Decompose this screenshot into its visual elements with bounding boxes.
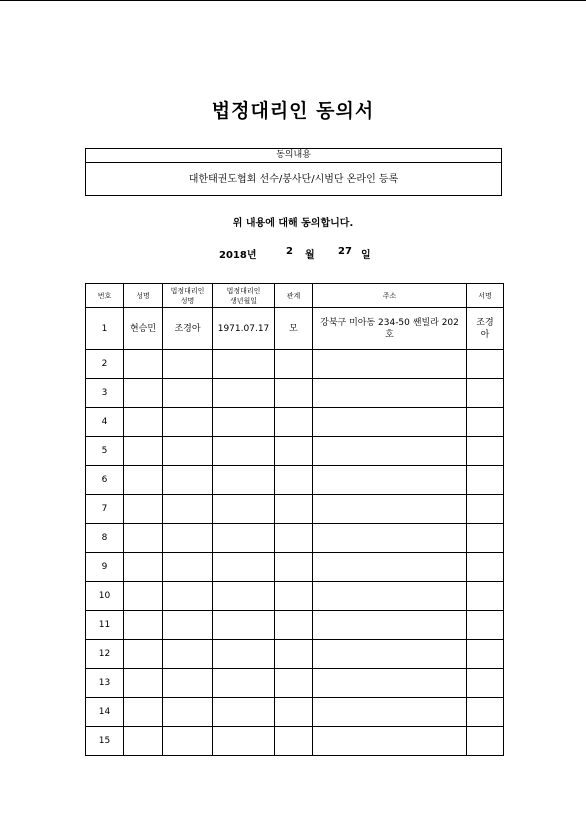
cell-number: 12 [86,640,124,669]
table-row [86,582,504,611]
cell-address [313,669,467,698]
table-header-row [86,284,504,308]
agreement-statement: 위 내용에 대해 동의합니다. [232,218,354,229]
cell-number: 11 [86,611,124,640]
table-row [86,553,504,582]
cell-signature [467,495,504,524]
cell-guardian-name [163,727,213,756]
table-row [86,466,504,495]
cell-signature [467,350,504,379]
cell-signature [467,582,504,611]
cell-relation [275,553,313,582]
cell-guardian-name [163,553,213,582]
date-month: 2 [286,246,293,257]
cell-number: 5 [86,437,124,466]
table-row [86,611,504,640]
cell-relation [275,669,313,698]
cell-relation: 모 [275,308,313,350]
cell-guardian-birthdate [213,379,275,408]
header-address: 주소 [313,284,467,308]
table-row [86,727,504,756]
table-row [86,640,504,669]
cell-name [124,408,163,437]
cell-guardian-name [163,408,213,437]
cell-name [124,466,163,495]
cell-signature [467,437,504,466]
table-row [86,669,504,698]
header-signature: 서명 [467,284,504,308]
cell-guardian-name: 조경아 [163,308,213,350]
cell-relation [275,582,313,611]
cell-relation [275,524,313,553]
cell-name: 현승민 [124,308,163,350]
cell-guardian-birthdate [213,350,275,379]
cell-number: 10 [86,582,124,611]
cell-signature [467,669,504,698]
cell-guardian-birthdate: 1971.07.17 [213,308,275,350]
cell-guardian-birthdate [213,611,275,640]
consent-content-box [85,148,502,196]
cell-number: 6 [86,466,124,495]
cell-name [124,669,163,698]
cell-address [313,553,467,582]
cell-signature [467,408,504,437]
cell-guardian-name [163,582,213,611]
cell-signature [467,611,504,640]
cell-number: 13 [86,669,124,698]
date-month-unit: 월 [305,250,315,261]
cell-relation [275,437,313,466]
cell-signature: 조경 아 [467,308,504,350]
cell-address [313,524,467,553]
table-row [86,524,504,553]
cell-address [313,437,467,466]
cell-signature [467,698,504,727]
header-name: 성명 [124,284,163,308]
cell-name [124,350,163,379]
cell-name [124,611,163,640]
cell-signature [467,553,504,582]
cell-address [313,698,467,727]
cell-name [124,437,163,466]
cell-guardian-name [163,437,213,466]
header-guardian-name: 법정대리인 성명 [163,284,213,308]
cell-signature [467,379,504,408]
cell-relation [275,495,313,524]
cell-address [313,611,467,640]
cell-relation [275,611,313,640]
cell-name [124,582,163,611]
cell-guardian-name [163,640,213,669]
header-number: 번호 [86,284,124,308]
header-guardian-birthdate: 법정대리인 생년월일 [213,284,275,308]
guardian-table [85,283,504,756]
cell-guardian-birthdate [213,408,275,437]
cell-name [124,698,163,727]
table-row [86,495,504,524]
cell-address [313,582,467,611]
consent-content-body: 대한태권도협회 선수/봉사단/시범단 온라인 등록 [188,174,399,185]
table-row [86,437,504,466]
header-relation: 관계 [275,284,313,308]
date-day-unit: 일 [361,250,371,261]
cell-address [313,466,467,495]
cell-name [124,379,163,408]
cell-name [124,553,163,582]
cell-guardian-birthdate [213,553,275,582]
cell-number: 8 [86,524,124,553]
cell-relation [275,379,313,408]
cell-relation [275,698,313,727]
cell-number: 4 [86,408,124,437]
cell-address [313,350,467,379]
cell-name [124,727,163,756]
cell-number: 1 [86,308,124,350]
cell-guardian-name [163,379,213,408]
date-day: 27 [338,246,352,257]
cell-number: 3 [86,379,124,408]
date-year: 2018년 [219,250,257,261]
cell-guardian-name [163,350,213,379]
cell-name [124,495,163,524]
table-row [86,698,504,727]
cell-number: 2 [86,350,124,379]
cell-guardian-birthdate [213,582,275,611]
cell-guardian-birthdate [213,727,275,756]
top-border-line [0,0,586,1]
cell-guardian-name [163,611,213,640]
cell-signature [467,640,504,669]
cell-guardian-name [163,669,213,698]
cell-number: 14 [86,698,124,727]
cell-relation [275,640,313,669]
cell-guardian-birthdate [213,495,275,524]
cell-guardian-name [163,698,213,727]
table-row [86,379,504,408]
cell-guardian-birthdate [213,698,275,727]
cell-relation [275,350,313,379]
document-title: 법정대리인 동의서 [211,100,375,122]
cell-address [313,727,467,756]
cell-signature [467,727,504,756]
cell-guardian-birthdate [213,437,275,466]
consent-content-header: 동의내용 [86,149,501,163]
cell-guardian-name [163,524,213,553]
cell-guardian-birthdate [213,640,275,669]
table-row [86,408,504,437]
cell-signature [467,524,504,553]
cell-guardian-birthdate [213,466,275,495]
cell-guardian-birthdate [213,669,275,698]
cell-address [313,379,467,408]
cell-guardian-name [163,495,213,524]
cell-number: 7 [86,495,124,524]
cell-number: 9 [86,553,124,582]
cell-guardian-name [163,466,213,495]
cell-signature [467,466,504,495]
cell-guardian-birthdate [213,524,275,553]
cell-relation [275,408,313,437]
cell-relation [275,466,313,495]
cell-address: 강북구 미아동 234-50 쌘빌라 202호 [313,308,467,350]
cell-address [313,640,467,669]
cell-address [313,495,467,524]
table-row [86,308,504,350]
cell-number: 15 [86,727,124,756]
cell-name [124,524,163,553]
cell-name [124,640,163,669]
cell-address [313,408,467,437]
table-row [86,350,504,379]
cell-relation [275,727,313,756]
